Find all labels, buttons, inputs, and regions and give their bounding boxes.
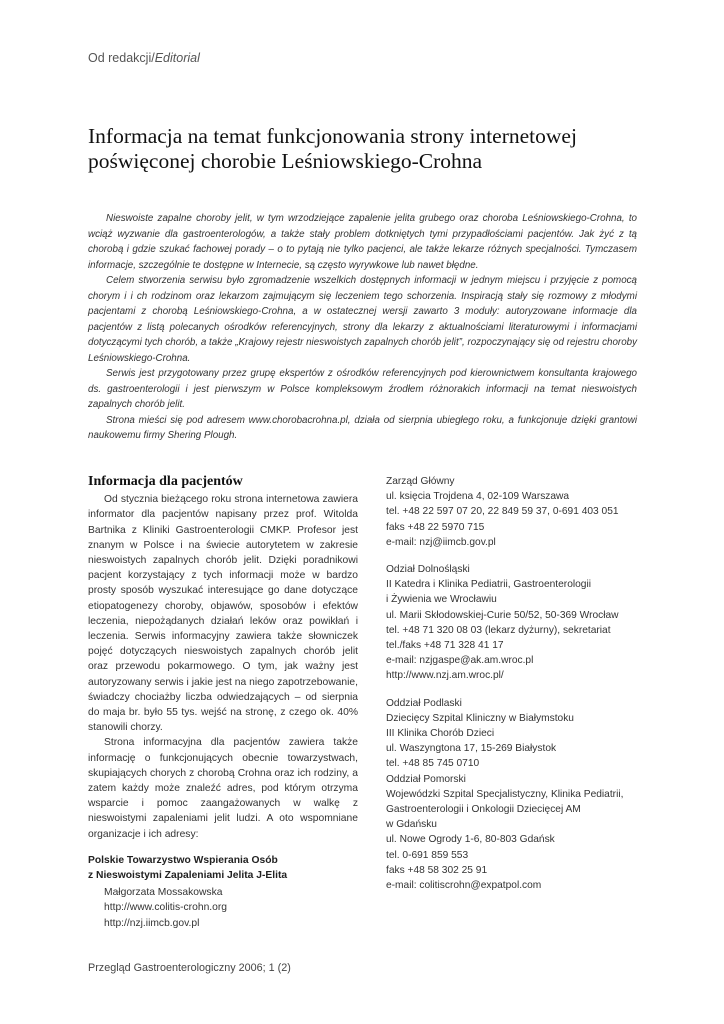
- branch-block: [386, 474, 646, 550]
- body-paragraph: Strona informacyjna dla pacjentów zawiera także informację o funkcjonujących obecnie towarzystwach, skupiających chorych z chorobą Crohna oraz ich rodziny, a zatem każdy może znaleźć adres, pod którym otrzyma wsparcie i pomoc zaangażowanych w walkę z nieswoistymi zapaleniami jelit ludzi. A oto wspomniane organizacje i ich adresy:: [88, 737, 358, 840]
- organization-name-line: z Nieswoistymi Zapaleniami Jelita J-Elita: [88, 870, 288, 882]
- abstract-paragraph: Nieswoiste zapalne choroby jelit, w tym wrzodziejące zapalenie jelita grubego oraz choroba Leśniowskiego-Crohna, to wciąż wyzwanie dla gastroenterologów, a także stały problem dotkniętych tymi przypadłościami pacjentów. Jak żyć z tą chorobą i gdzie szukać fachowej porady – o to pytają nie tylko pacjenci, ale także lekarze różnych specjalności. Tymczasem informacje, szczególnie te dostępne w Internecie, są często wyrywkowe lub nawet błędne.: [88, 213, 637, 271]
- branch-link[interactable]: http://www.nzj.am.wroc.pl/: [386, 670, 504, 682]
- section-label: [88, 51, 200, 65]
- branch-line: i Żywienia we Wrocławiu: [386, 594, 497, 606]
- body-paragraph: Od stycznia bieżącego roku strona internetowa zawiera informator dla pacjentów napisany przez prof. Witolda Bartnika z Kliniki Gastroenterologii CMKP. Profesor jest znanym w Polsce i na świecie autorytetem w zakresie nieswoistych zapalnych chorób jelit. Dzięki poradnikowi pacjent korzystający z tych informacji może w bardzo prosty sposób wyszukać interesujące go dane dotyczące etiopatogenezy choroby, objawów, sposobów i efektów leczenia, niepożądanych działań leków oraz powikłań i leczenia. Serwis informacyjny zawiera także słowniczek pojęć dotyczących nieswoistych zapalnych chorób jelit oraz przewodu pokarmowego. O tym, jak ważny jest autoryzowany serwis i jakie jest na niego zapotrzebowanie, świadczy chociażby liczba odwiedzających – od sierpnia do maja br. było 55 tys. wejść na stronę, z czego ok. 40% stanowili chorzy.: [88, 494, 358, 734]
- branch-line: Zarząd Główny: [386, 476, 455, 487]
- right-column: [386, 474, 646, 905]
- branch-email[interactable]: e-mail: colitiscrohn@expatpol.com: [386, 880, 542, 892]
- article-title: Informacja na temat funkcjonowania strony internetowej poświęconej chorobie Leśniowskiego-Crohna: [88, 124, 577, 173]
- section-label-text: Od redakcji/: [88, 51, 155, 65]
- branch-line: tel. +48 85 745 0710: [386, 758, 480, 770]
- branch-line: Odział Dolnośląski: [386, 564, 470, 576]
- branch-line: Gastroenterologii i Onkologii Dziecięcej AM: [386, 804, 581, 816]
- organization-name-line: Polskie Towarzystwo Wspierania Osób: [88, 854, 278, 866]
- abstract: [88, 211, 637, 444]
- journal-footer: Przegląd Gastroenterologiczny 2006; 1 (2): [88, 962, 291, 974]
- branch-line: tel./faks +48 71 328 41 17: [386, 640, 504, 652]
- branch-line: Wojewódzki Szpital Specjalistyczny, Klinika Pediatrii,: [386, 788, 624, 800]
- branch-line: ul. księcia Trojdena 4, 02-109 Warszawa: [386, 491, 570, 503]
- abstract-paragraph: Serwis jest przygotowany przez grupę ekspertów z ośrodków referencyjnych pod kierownictwem konsultanta krajowego ds. gastroenterologii i jest pierwszym w Polsce kompleksowym źrodłem różnorakich informacji na temat nieswoistych zapalnych chorób jelit.: [88, 368, 637, 410]
- branch-line: tel. +48 71 320 08 03 (lekarz dyżurny), sekretariat: [386, 624, 611, 636]
- branch-line: tel. +48 22 597 07 20, 22 849 59 37, 0-691 403 051: [386, 506, 619, 518]
- branch-block: [386, 696, 646, 894]
- branch-line: II Katedra i Klinika Pediatrii, Gastroenterologii: [386, 579, 591, 591]
- branch-email[interactable]: e-mail: nzj@iimcb.gov.pl: [386, 536, 496, 548]
- branch-line: ul. Marii Skłodowskiej-Curie 50/52, 50-369 Wrocław: [386, 609, 619, 621]
- branch-line: faks +48 58 302 25 91: [386, 864, 488, 876]
- branch-line: tel. 0-691 859 553: [386, 849, 469, 861]
- branch-block: [386, 562, 646, 684]
- left-column: [88, 474, 358, 931]
- organization-details: [88, 885, 358, 931]
- branch-line: ul. Waszyngtona 17, 15-269 Białystok: [386, 743, 557, 755]
- branch-email[interactable]: e-mail: nzjgaspe@ak.am.wroc.pl: [386, 655, 534, 667]
- branch-line: III Klinika Chorób Dzieci: [386, 728, 495, 740]
- section-label-italic: Editorial: [154, 51, 200, 65]
- org-link[interactable]: http://www.colitis-crohn.org: [104, 902, 228, 914]
- organization-name: [88, 853, 358, 883]
- branch-line: w Gdańsku: [386, 819, 437, 831]
- section-heading: Informacja dla pacjentów: [88, 474, 243, 489]
- org-link[interactable]: http://nzj.iimcb.gov.pl: [104, 917, 200, 929]
- abstract-paragraph: Strona mieści się pod adresem www.chorobacrohna.pl, działa od sierpnia ubiegłego roku, a funkcjonuje dzięki grantowi naukowemu firmy Shering Plough.: [88, 414, 637, 441]
- branch-line: faks +48 22 5970 715: [386, 521, 485, 533]
- branch-line: Oddział Pomorski: [386, 773, 466, 785]
- branch-line: Dziecięcy Szpital Kliniczny w Białymstoku: [386, 712, 574, 724]
- contact-person: Małgorzata Mossakowska: [104, 887, 223, 899]
- branch-line: Oddział Podlaski: [386, 697, 462, 709]
- abstract-paragraph: Celem stworzenia serwisu było zgromadzenie wszelkich dostępnych informacji w jednym miejscu i przyjęcie z pomocą chorym i i ch rodzinom oraz lekarzom zajmującym się leczeniem tego schorzenia. Inspiracją stały się rozmowy z młodymi pacjentami z chorobą Leśniowskiego-Crohna, a w ostatecznej wersji zawarto 3 moduły: autoryzowane informacje dla pacjentów z listą polecanych ośrodków referencyjnych, strony dla lekarzy z aktualnościami literaturowymi i informacjami dotyczącymi tych chorób, a także „Krajowy rejestr nieswoistych zapalnych chorób jelit”, rozpoczynający się od rejestru choroby Leśniowskiego-Crohna.: [88, 275, 637, 364]
- branch-line: ul. Nowe Ogrody 1-6, 80-803 Gdańsk: [386, 834, 555, 846]
